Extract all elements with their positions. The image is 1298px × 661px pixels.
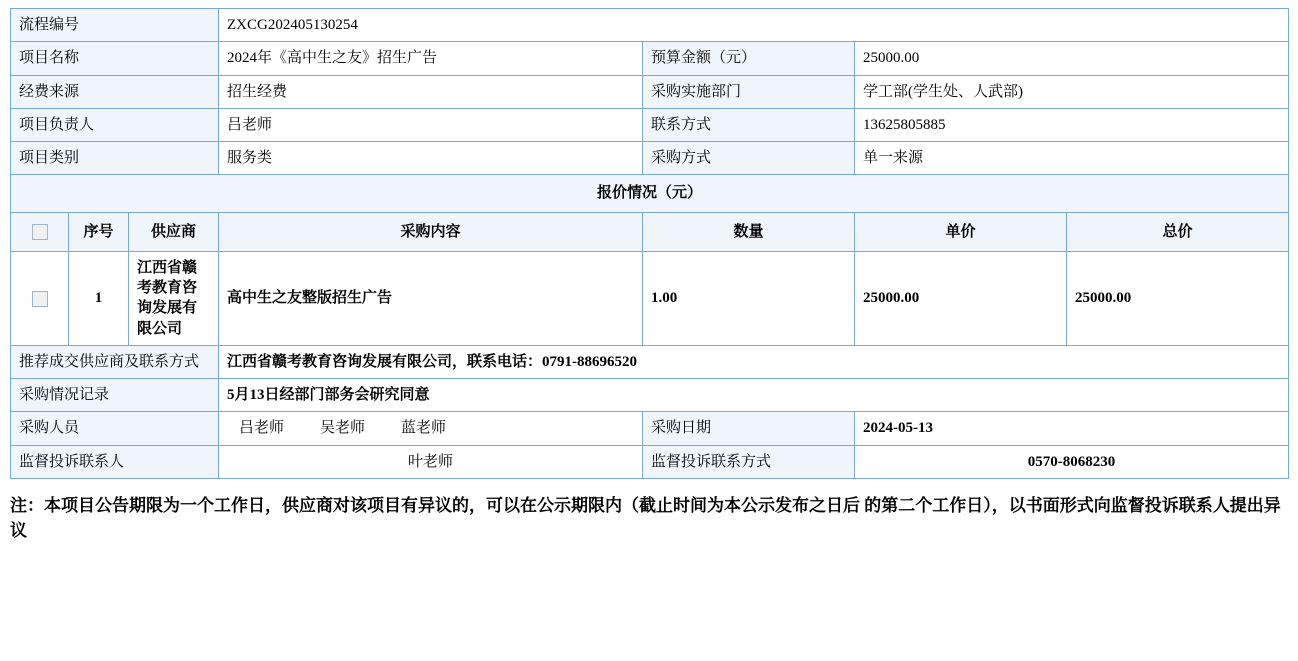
label-project-category: 项目类别 [11, 142, 219, 175]
cell-index: 1 [69, 251, 129, 345]
row-quote-header [11, 212, 1289, 251]
cell-unit-price: 25000.00 [855, 251, 1067, 345]
label-funding-source: 经费来源 [11, 75, 219, 108]
buyer-list [227, 418, 634, 438]
cell-supplier: 江西省赣考教育咨询发展有限公司 [129, 251, 219, 345]
header-total-price: 总价 [1067, 212, 1289, 251]
label-purchasing-dept: 采购实施部门 [643, 75, 855, 108]
value-project-name: 2024年《高中生之友》招生广告 [219, 42, 643, 75]
cell-quantity: 1.00 [643, 251, 855, 345]
quote-section-title: 报价情况（元） [11, 175, 1289, 212]
value-supervisor-contact: 0570-8068230 [855, 445, 1289, 478]
label-project-owner: 项目负责人 [11, 108, 219, 141]
value-project-category: 服务类 [219, 142, 643, 175]
cell-content: 高中生之友整版招生广告 [219, 251, 643, 345]
row-process-no [11, 9, 1289, 42]
value-purchase-date: 2024-05-13 [855, 412, 1289, 445]
value-purchase-record: 5月13日经部门部务会研究同意 [219, 379, 1289, 412]
value-recommended-supplier: 江西省赣考教育咨询发展有限公司，联系电话：0791-88696520 [219, 345, 1289, 378]
label-purchase-date: 采购日期 [643, 412, 855, 445]
row-buyers [11, 412, 1289, 445]
header-content: 采购内容 [219, 212, 643, 251]
list-item: 蓝老师 [401, 420, 447, 437]
label-buyers: 采购人员 [11, 412, 219, 445]
procurement-table [10, 8, 1289, 479]
label-purchase-record: 采购情况记录 [11, 379, 219, 412]
checkbox-icon[interactable] [32, 224, 48, 240]
row-project-owner [11, 108, 1289, 141]
label-contact: 联系方式 [643, 108, 855, 141]
value-funding-source: 招生经费 [219, 75, 643, 108]
value-contact: 13625805885 [855, 108, 1289, 141]
value-process-no: ZXCG202405130254 [219, 9, 1289, 42]
checkbox-icon[interactable] [32, 291, 48, 307]
value-supervisor: 叶老师 [219, 445, 643, 478]
row-project-category [11, 142, 1289, 175]
label-purchase-method: 采购方式 [643, 142, 855, 175]
row-project-name [11, 42, 1289, 75]
label-project-name: 项目名称 [11, 42, 219, 75]
label-recommended-supplier: 推荐成交供应商及联系方式 [11, 345, 219, 378]
header-index: 序号 [69, 212, 129, 251]
header-supplier: 供应商 [129, 212, 219, 251]
header-quantity: 数量 [643, 212, 855, 251]
value-budget-amount: 25000.00 [855, 42, 1289, 75]
value-project-owner: 吕老师 [219, 108, 643, 141]
label-supervisor-contact: 监督投诉联系方式 [643, 445, 855, 478]
header-unit-price: 单价 [855, 212, 1067, 251]
row-quote-section-title [11, 175, 1289, 212]
table-row [11, 251, 1289, 345]
row-recommended-supplier [11, 345, 1289, 378]
row-supervisor [11, 445, 1289, 478]
label-budget-amount: 预算金额（元） [643, 42, 855, 75]
row-funding-source [11, 75, 1289, 108]
value-buyers [219, 412, 643, 445]
list-item: 吴老师 [320, 420, 366, 437]
label-supervisor: 监督投诉联系人 [11, 445, 219, 478]
label-process-no: 流程编号 [11, 9, 219, 42]
row-checkbox-cell[interactable] [11, 251, 69, 345]
footer-note: 注：本项目公告期限为一个工作日，供应商对该项目有异议的，可以在公示期限内（截止时间为本公示发布之日后 的第二个工作日），以书面形式向监督投诉联系人提出异议 [10, 495, 1281, 541]
row-purchase-record [11, 379, 1289, 412]
header-select-all[interactable] [11, 212, 69, 251]
value-purchasing-dept: 学工部(学生处、人武部) [855, 75, 1289, 108]
list-item: 吕老师 [239, 420, 285, 437]
cell-total-price: 25000.00 [1067, 251, 1289, 345]
value-purchase-method: 单一来源 [855, 142, 1289, 175]
